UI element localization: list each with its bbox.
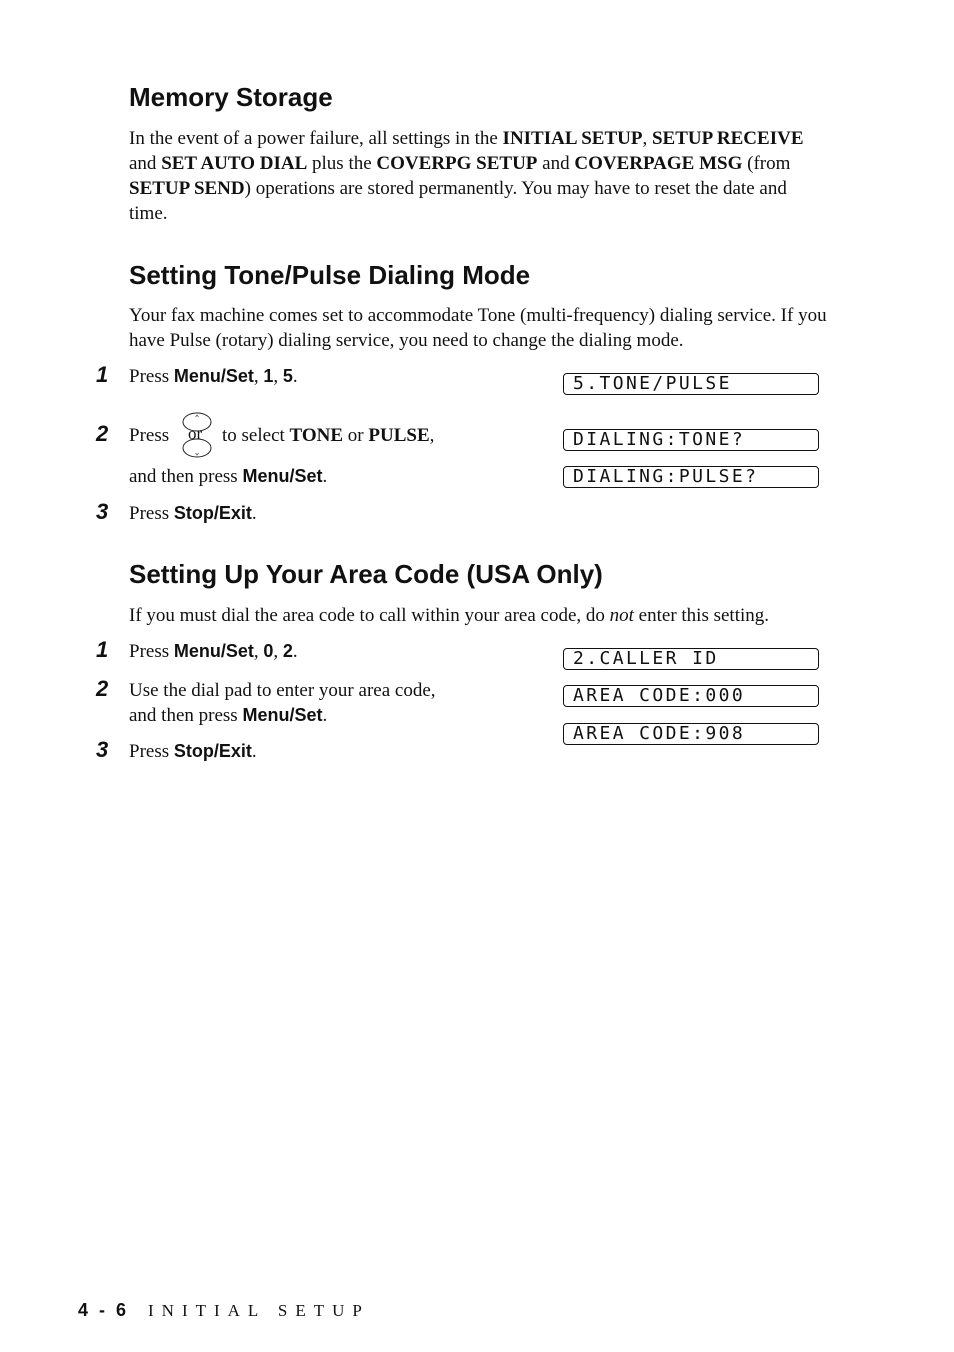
lcd-display: 2.CALLER ID bbox=[563, 648, 819, 670]
text: , bbox=[642, 128, 652, 149]
key-label: Menu/Set bbox=[173, 366, 254, 386]
text: . bbox=[322, 705, 328, 726]
text: , bbox=[253, 366, 264, 387]
memory-storage-paragraph bbox=[129, 126, 829, 226]
section-title: INITIAL SETUP bbox=[148, 1301, 370, 1320]
step-number: 2 bbox=[96, 676, 109, 701]
key-label: Stop/Exit bbox=[173, 503, 252, 523]
area-code-intro bbox=[129, 603, 829, 628]
step-number: 3 bbox=[96, 737, 109, 762]
area-step-2-line2 bbox=[129, 703, 327, 728]
key-label: Stop/Exit bbox=[173, 741, 252, 761]
step-number: 3 bbox=[96, 499, 109, 524]
text: . bbox=[251, 741, 257, 762]
setting-name: SETUP SEND bbox=[129, 178, 245, 199]
key-label: Menu/Set bbox=[242, 705, 323, 725]
text: and then press bbox=[129, 466, 243, 487]
setting-name: COVERPG SETUP bbox=[376, 153, 538, 174]
key-label: Menu/Set bbox=[242, 466, 323, 486]
setting-name: SET AUTO DIAL bbox=[161, 153, 308, 174]
text: , bbox=[273, 641, 283, 662]
lcd-display: DIALING:PULSE? bbox=[563, 466, 819, 488]
key-label: Menu/Set bbox=[173, 641, 254, 661]
setting-name: INITIAL SETUP bbox=[502, 128, 643, 149]
setting-name: SETUP RECEIVE bbox=[651, 128, 804, 149]
or-label: or bbox=[188, 424, 203, 443]
lcd-display: 5.TONE/PULSE bbox=[563, 373, 819, 395]
key-label: 5 bbox=[282, 366, 293, 386]
step-number: 1 bbox=[96, 637, 109, 662]
text: . bbox=[322, 466, 328, 487]
text: In the event of a power failure, all settings in the bbox=[129, 128, 503, 149]
area-code-heading: Setting Up Your Area Code (USA Only) bbox=[129, 559, 603, 589]
text: . bbox=[292, 366, 298, 387]
key-label: 2 bbox=[282, 641, 293, 661]
text: Press bbox=[129, 741, 174, 762]
text: Press bbox=[129, 641, 174, 662]
lcd-display: AREA CODE:000 bbox=[563, 685, 819, 707]
area-step-2-line1: Use the dial pad to enter your area code, bbox=[129, 680, 436, 701]
tone-pulse-heading: Setting Tone/Pulse Dialing Mode bbox=[129, 260, 531, 290]
tone-pulse-intro: Your fax machine comes set to accommodate Tone (multi-frequency) dialing service. If you have Pulse (rotary) dialing service, you need to change the dialing mode. bbox=[129, 305, 827, 351]
lcd-display: AREA CODE:908 bbox=[563, 723, 819, 745]
text: and then press bbox=[129, 705, 243, 726]
memory-storage-heading: Memory Storage bbox=[129, 82, 333, 112]
text: , bbox=[429, 425, 435, 446]
tone-step-2-line2 bbox=[129, 464, 327, 489]
emphasis: not bbox=[609, 605, 634, 626]
page-number: 4 - 6 bbox=[78, 1300, 130, 1320]
text: Press bbox=[129, 366, 174, 387]
text: plus the bbox=[307, 153, 377, 174]
text: If you must dial the area code to call within your area code, do bbox=[129, 605, 610, 626]
tone-step-3 bbox=[129, 501, 257, 526]
option-pulse: PULSE bbox=[368, 425, 430, 446]
text: (from bbox=[742, 153, 791, 174]
step-number: 1 bbox=[96, 362, 109, 387]
key-label: 0 bbox=[263, 641, 274, 661]
text: or bbox=[343, 425, 369, 446]
key-label: 1 bbox=[263, 366, 274, 386]
setting-name: COVERPAGE MSG bbox=[574, 153, 743, 174]
area-step-1 bbox=[129, 639, 298, 664]
area-step-3 bbox=[129, 739, 257, 764]
lcd-display: DIALING:TONE? bbox=[563, 429, 819, 451]
tone-step-2-select bbox=[222, 423, 434, 448]
text: and bbox=[537, 153, 575, 174]
text: , bbox=[253, 641, 264, 662]
option-tone: TONE bbox=[289, 425, 344, 446]
text: Press bbox=[129, 503, 174, 524]
tone-step-1 bbox=[129, 364, 298, 389]
text: to select bbox=[222, 425, 290, 446]
text: enter this setting. bbox=[633, 605, 770, 626]
text: . bbox=[292, 641, 298, 662]
text: and bbox=[129, 153, 162, 174]
step-number: 2 bbox=[96, 421, 109, 446]
text: , bbox=[273, 366, 283, 387]
text: . bbox=[251, 503, 257, 524]
tone-step-2-press: Press bbox=[129, 425, 170, 446]
text: ) operations are stored permanently. You may have to reset the date and time. bbox=[129, 178, 787, 224]
